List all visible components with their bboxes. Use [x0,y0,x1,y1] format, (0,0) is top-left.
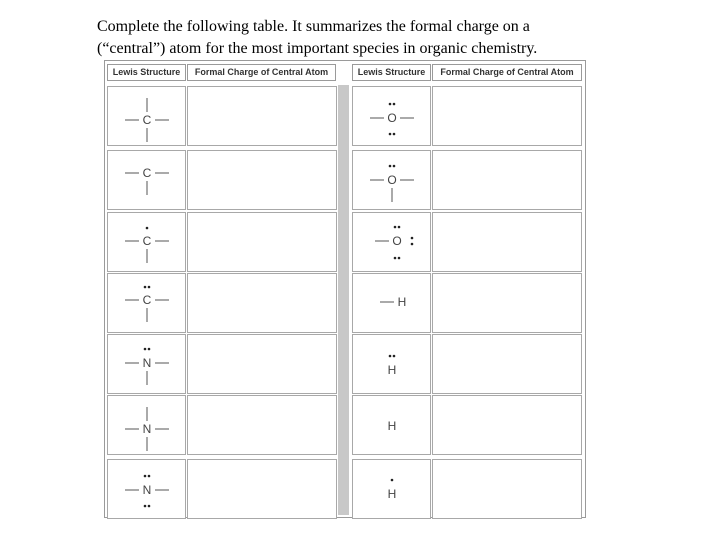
formal-charge-answer-cell-left[interactable] [187,459,337,519]
atom-symbol: N [142,356,152,370]
electron-dot [148,348,151,351]
right-lewis-structure-svg [353,335,432,395]
left-lewis-structure-svg [108,460,187,520]
lewis-structure-cell-right [352,86,431,146]
formal-charge-answer-cell-left[interactable] [187,86,337,146]
lewis-structure-cell-left [107,459,186,519]
formal-charge-answer-cell-right[interactable] [432,395,582,455]
atom-symbol: C [142,234,152,248]
atom-symbol: H [387,419,397,433]
left-lewis-structure-svg [108,396,187,456]
lewis-structure-cell-left [107,212,186,272]
electron-dot [144,505,147,508]
lewis-structure-cell-right [352,150,431,210]
right-lewis-structure-svg [353,274,432,334]
header-lewis-structure-left: Lewis Structure [107,64,186,81]
electron-dot [394,257,397,260]
header-formal-charge-right: Formal Charge of Central Atom [432,64,582,81]
electron-dot [389,165,392,168]
left-lewis-structure-svg [108,274,187,334]
electron-dot [389,355,392,358]
right-lewis-structure-svg [353,460,432,520]
electron-dot [144,286,147,289]
electron-dot [144,348,147,351]
atom-symbol: C [142,293,152,307]
formal-charge-answer-cell-right[interactable] [432,150,582,210]
electron-dot [148,505,151,508]
formal-charge-answer-cell-right[interactable] [432,273,582,333]
electron-dot [391,479,394,482]
electron-dot [389,133,392,136]
left-lewis-structure-svg [108,87,187,147]
instructions-line-1: Complete the following table. It summarizes the formal charge on a [97,18,530,35]
lewis-structure-cell-right [352,334,431,394]
electron-dot [411,237,414,240]
lewis-structure-cell-left [107,273,186,333]
atom-symbol: O [387,111,397,125]
lewis-structure-cell-left [107,150,186,210]
header-lewis-structure-right: Lewis Structure [352,64,431,81]
electron-dot [393,165,396,168]
electron-dot [146,227,149,230]
electron-dot [393,103,396,106]
lewis-structure-cell-right [352,459,431,519]
atom-symbol: H [397,295,407,309]
lewis-structure-cell-left [107,86,186,146]
formal-charge-answer-cell-left[interactable] [187,150,337,210]
electron-dot [148,286,151,289]
electron-dot [148,475,151,478]
atom-symbol: O [387,173,397,187]
lewis-structure-cell-left [107,395,186,455]
electron-dot [394,226,397,229]
electron-dot [398,257,401,260]
formal-charge-answer-cell-left[interactable] [187,395,337,455]
instructions-line-2: (“central”) atom for the most important species in organic chemistry. [97,40,538,57]
atom-symbol: O [392,234,402,248]
formal-charge-answer-cell-right[interactable] [432,86,582,146]
formal-charge-answer-cell-right[interactable] [432,212,582,272]
lewis-structure-cell-right [352,395,431,455]
lewis-structure-cell-right [352,273,431,333]
electron-dot [393,133,396,136]
right-lewis-structure-svg [353,213,432,273]
left-lewis-structure-svg [108,151,187,211]
formal-charge-answer-cell-right[interactable] [432,334,582,394]
lewis-structure-cell-left [107,334,186,394]
atom-symbol: N [142,422,152,436]
header-formal-charge-left: Formal Charge of Central Atom [187,64,336,81]
electron-dot [411,243,414,246]
lewis-structure-cell-right [352,212,431,272]
atom-symbol: C [142,113,152,127]
left-lewis-structure-svg [108,213,187,273]
electron-dot [393,355,396,358]
atom-symbol: H [387,487,397,501]
formal-charge-answer-cell-left[interactable] [187,273,337,333]
formal-charge-answer-cell-left[interactable] [187,334,337,394]
atom-symbol: H [387,363,397,377]
instructions [97,16,697,60]
formal-charge-answer-cell-right[interactable] [432,459,582,519]
electron-dot [389,103,392,106]
right-lewis-structure-svg [353,87,432,147]
atom-symbol: N [142,483,152,497]
atom-symbol: C [142,166,152,180]
left-lewis-structure-svg [108,335,187,395]
electron-dot [144,475,147,478]
right-lewis-structure-svg [353,396,432,456]
column-separator [338,85,349,515]
formal-charge-answer-cell-left[interactable] [187,212,337,272]
electron-dot [398,226,401,229]
right-lewis-structure-svg [353,151,432,211]
